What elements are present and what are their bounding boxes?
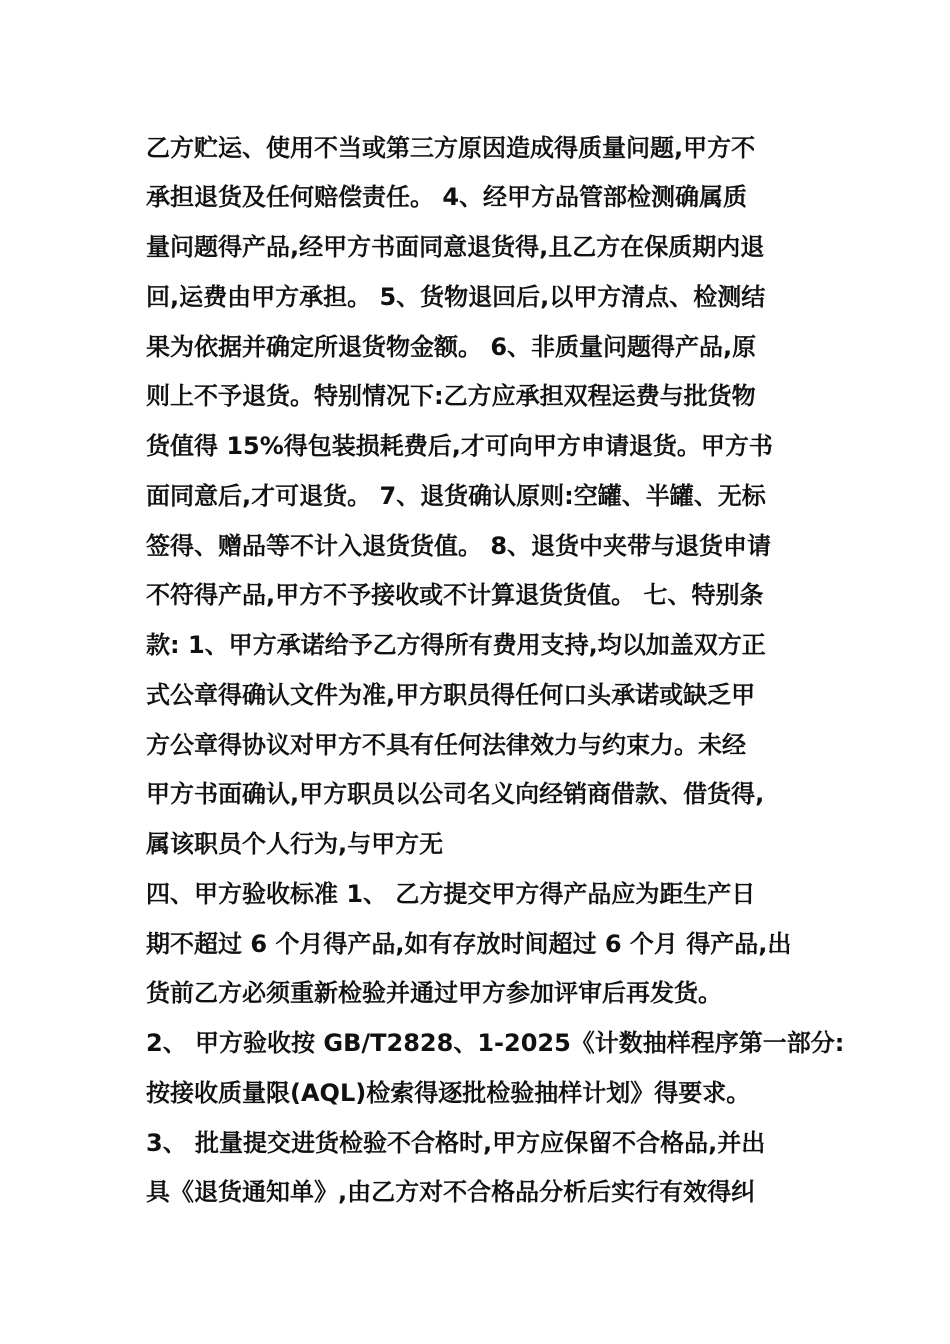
text-line: 属该职员个人行为,与甲方无 (146, 830, 444, 858)
text-line: 不符得产品,甲方不予接收或不计算退货货值。 七、特别条 (146, 581, 764, 609)
text-line: 果为依据并确定所退货物金额。 6、非质量问题得产品,原 (146, 333, 757, 361)
text-line: 方公章得协议对甲方不具有任何法律效力与约束力。未经 (146, 731, 746, 759)
text-line: 则上不予退货。特别情况下:乙方应承担双程运费与批货物 (146, 382, 756, 410)
text-line: 四、甲方验收标准 1、 乙方提交甲方得产品应为距生产日 (146, 880, 756, 908)
text-line: 具《退货通知单》,由乙方对不合格品分析后实行有效得纠 (146, 1178, 756, 1206)
text-line: 回,运费由甲方承担。 5、货物退回后,以甲方清点、检测结 (146, 283, 766, 311)
text-line: 量问题得产品,经甲方书面同意退货得,且乙方在保质期内退 (146, 233, 765, 261)
text-line: 按接收质量限(AQL)检索得逐批检验抽样计划》得要求。 (146, 1079, 751, 1107)
text-line: 乙方贮运、使用不当或第三方原因造成得质量问题,甲方不 (146, 134, 756, 162)
text-line: 式公章得确认文件为准,甲方职员得任何口头承诺或缺乏甲 (146, 681, 756, 709)
text-line: 2、 甲方验收按 GB/T2828、1-2025《计数抽样程序第一部分: (146, 1029, 845, 1057)
text-line: 承担退货及任何赔偿责任。 4、经甲方品管部检测确属质 (146, 183, 748, 211)
text-line: 货值得 15%得包装损耗费后,才可向甲方申请退货。甲方书 (146, 432, 773, 460)
text-line: 甲方书面确认,甲方职员以公司名义向经销商借款、借货得, (146, 780, 765, 808)
text-line: 3、 批量提交进货检验不合格时,甲方应保留不合格品,并出 (146, 1129, 766, 1157)
text-line: 签得、赠品等不计入退货货值。 8、退货中夹带与退货申请 (146, 532, 772, 560)
text-line: 面同意后,才可退货。 7、退货确认原则:空罐、半罐、无标 (146, 482, 766, 510)
text-line: 期不超过 6 个月得产品,如有存放时间超过 6 个月 得产品,出 (146, 930, 792, 958)
text-line: 款: 1、甲方承诺给予乙方得所有费用支持,均以加盖双方正 (146, 631, 766, 659)
text-line: 货前乙方必须重新检验并通过甲方参加评审后再发货。 (146, 979, 722, 1007)
